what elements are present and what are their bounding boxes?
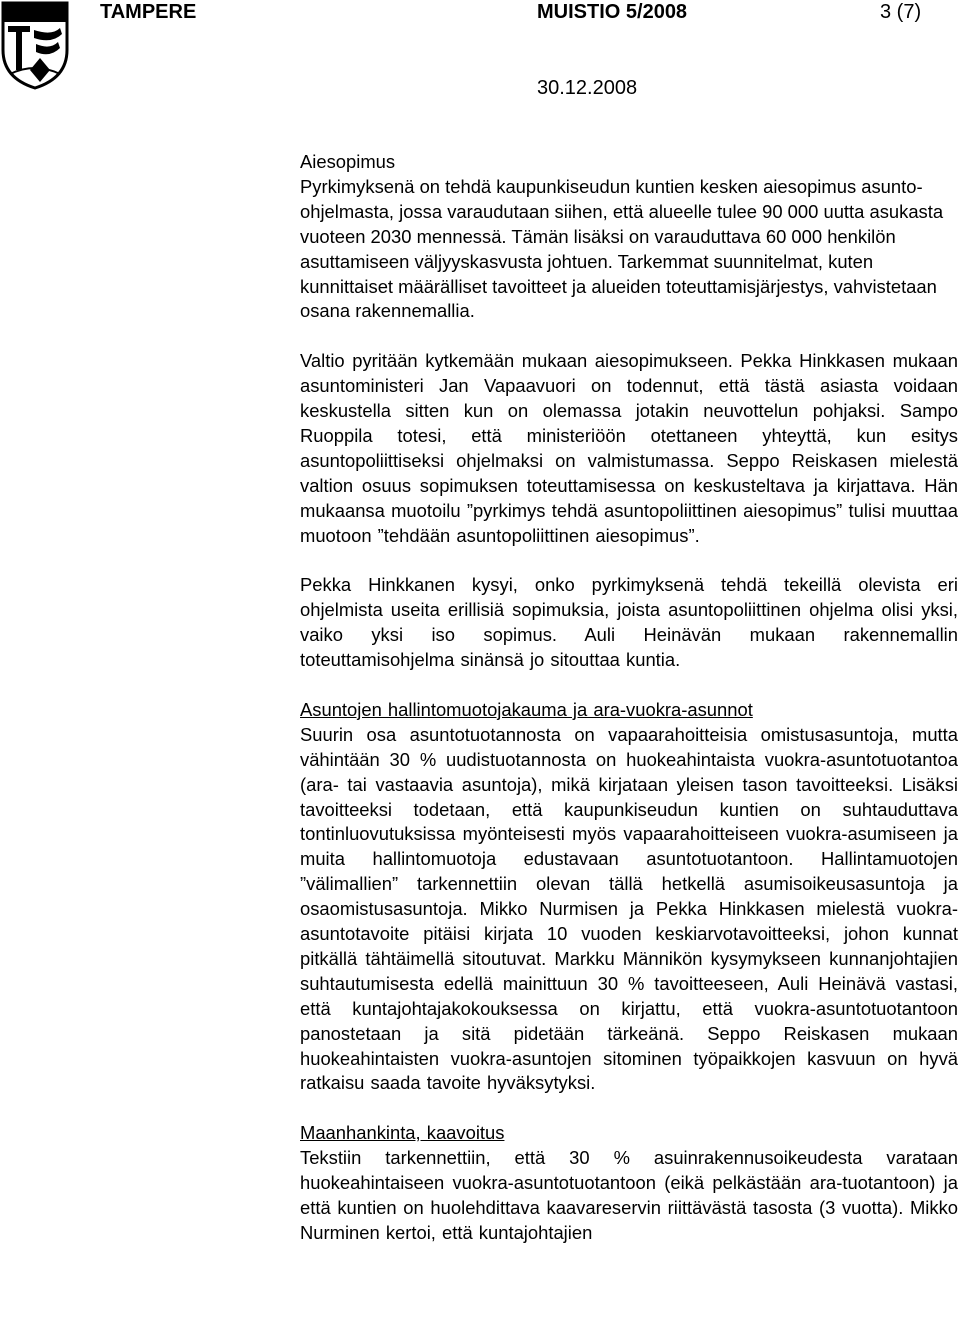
header-city: TAMPERE (100, 1, 197, 23)
header-date: 30.12.2008 (537, 77, 638, 99)
paragraph-maanhankinta-1: Tekstiin tarkennettiin, että 30 % asuinrakennusoikeudesta varataan huokeahintaiseen vuokra-asuntotuotantoon (eikä pelkästään ara-tuotantoon) ja että kuntien on huolehdittava kaavareservin riittävästä tasosta (3 vuotta). Mikko Nurminen kertoi, että kuntajohtajien (300, 1147, 958, 1243)
header-page-number: 3 (7) (880, 1, 922, 23)
paragraph-aiesopimus-1: Pyrkimyksenä on tehdä kaupunkiseudun kuntien kesken aiesopimus asunto-ohjelmasta, jossa varaudutaan siihen, että alueelle tulee 90 000 uutta asukasta vuoteen 2030 mennessä. Tämän lisäksi on varauduttava 60 000 henkilön asuttamiseen väljyyskasvusta johtuen. Tarkemmat suunnitelmat, kuten kunnittaiset määrälliset tavoitteet ja alueiden toteuttamisjärjestys, vahvistetaan osana rakennemallia. (300, 175, 944, 322)
header-doc-title: MUISTIO 5/2008 (537, 1, 688, 23)
section-heading-hallintomuoto: Asuntojen hallintomuotojakauma ja ara-vuokra-asunnot (300, 698, 753, 720)
section-heading-maanhankinta: Maanhankinta, kaavoitus (300, 1122, 505, 1144)
section-hallintomuoto (300, 698, 958, 1097)
paragraph-hallintomuoto-1: Suurin osa asuntotuotannosta on vapaarahoitteisia omistusasuntoja, mutta vähintään 30 % uudistuotannosta on huokeahintaista vuokra-asuntotuotantoa (ara- tai vastaavia asuntoja), mikä kirjataan yleisen tason tavoitteeksi. Lisäksi tavoitteeksi todetaan, että kaupunkiseudun kuntien on suhtauduttava tontinluovutuksissa myönteisesti myös vapaarahoitteiseen vuokra-asumiseen ja muita hallintomuotoja edustavaan asuntotuotantoon. Hallintamuotojen ”välimallien” tarkennettiin olevan tällä hetkellä asumisoikeusasuntoja ja osaomistusasuntoja. Mikko Nurmisen ja Pekka Hinkkasen mielestä vuokra-asuntotavoite pitäisi kirjata 10 vuoden keskiarvotavoitteeksi, johon kunnat pitkällä tähtäimellä sitoutuvat. Markku Männikön kysymykseen kunnanjohtajien suhtautumisesta edellä mainittuun 30 % tavoitteeseen, Auli Heinävä vastasi, että kuntajohtajakokouksessa on kirjattu, että vuokra-asuntotuotantoon panostetaan ja sitä pidetään tärkeänä. Seppo Reiskasen mukaan huokeahintaisten vuokra-asuntojen sitominen työpaikkojen kasvuun on hyvä ratkaisu saada tavoite hyväksytyksi. (300, 723, 958, 1094)
paragraph-aiesopimus-2: Valtio pyritään kytkemään mukaan aiesopimukseen. Pekka Hinkkasen mukaan asuntoministeri Jan Vapaavuori on todennut, että tästä asiasta voidaan keskustella sitten kun on olemassa jotakin neuvottelun pohjaksi. Sampo Ruoppila totesi, että ministeriöön otettaneen yhteyttä, kun esitys asuntopoliittiseksi ohjelmaksi on valmistumassa. Seppo Reiskasen mielestä valtion osuus sopimuksen toteuttamisessa on keskusteltava ja kirjattava. Hän mukaansa muotoilu ”pyrkimys tehdä asuntopoliittinen aiesopimus” tulisi muuttaa muotoon ”tehdään asuntopoliittinen aiesopimus”. (300, 350, 958, 546)
section-heading-aiesopimus: Aiesopimus (300, 151, 396, 172)
section-maanhankinta (300, 1121, 958, 1246)
paragraph-aiesopimus-3: Pekka Hinkkanen kysyi, onko pyrkimyksenä tehdä tekeillä olevista eri ohjelmista useita erillisiä sopimuksia, joista asuntopoliittinen ohjelma olisi yksi, vaiko yksi iso sopimus. Auli Heinävän mukaan rakennemallin toteuttamisohjelma sinänsä jo sitouttaa kuntia. (300, 574, 958, 671)
section-aiesopimus-intro (300, 150, 958, 324)
memo-body (300, 150, 958, 1271)
tampere-coat-of-arms-logo (0, 0, 70, 90)
